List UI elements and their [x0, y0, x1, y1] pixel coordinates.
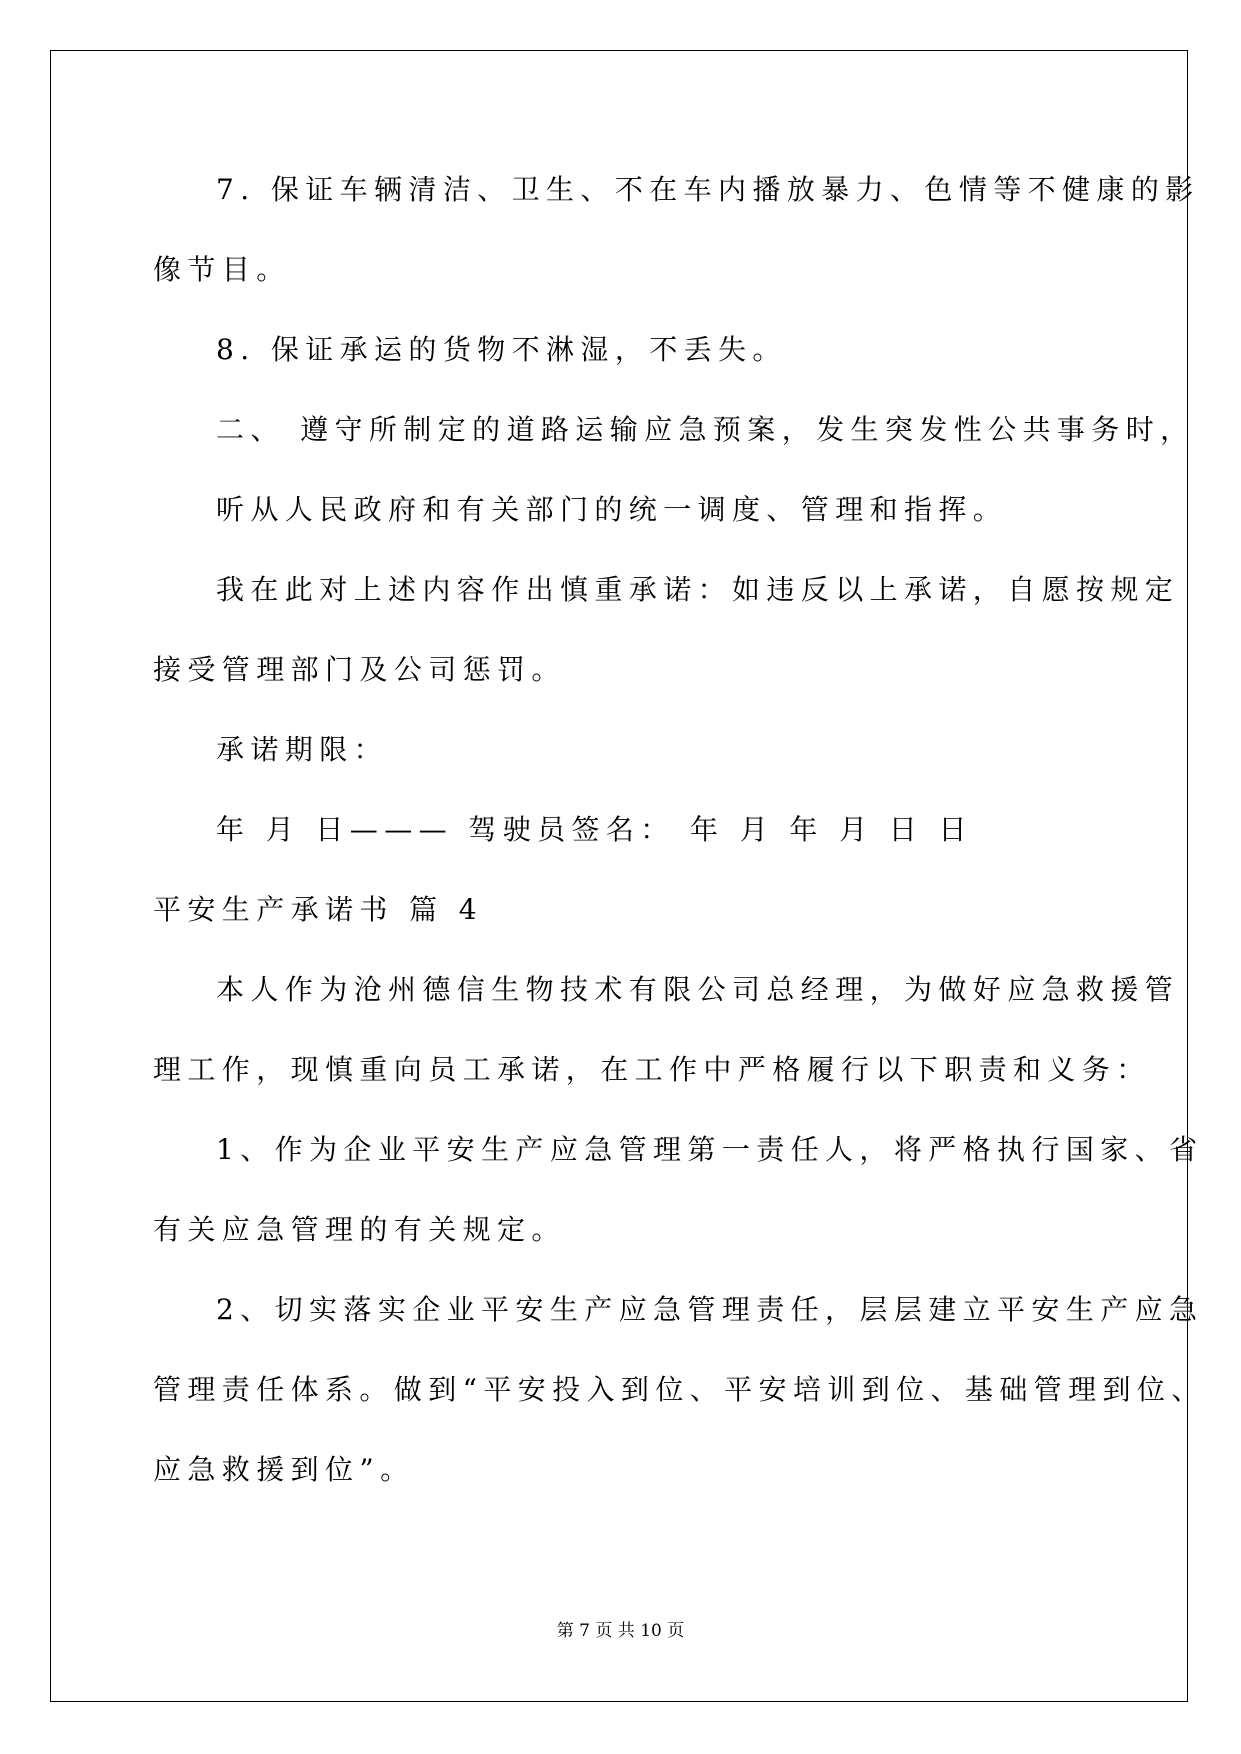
pledge-period-label: 承诺期限：	[216, 733, 389, 766]
section-2-line-1: 二、 遵守所制定的道路运输应急预案，发生突发性公共事务时，	[216, 413, 1195, 446]
duty-2-line-2: 管理责任体系。做到“平安投入到位、平安培训到位、基础管理到位、	[153, 1373, 1206, 1406]
duty-2-line-3: 应急救援到位”。	[153, 1453, 415, 1486]
intro-paragraph-line-2: 理工作，现慎重向员工承诺，在工作中严格履行以下职责和义务：	[153, 1053, 1151, 1086]
intro-paragraph-line-1: 本人作为沧州德信生物技术有限公司总经理，为做好应急救援管	[216, 973, 1180, 1006]
duty-2-line-1: 2、切实落实企业平安生产应急管理责任，层层建立平安生产应急	[216, 1293, 1204, 1326]
item-8: 8. 保证承运的货物不淋湿，不丢失。	[216, 333, 787, 366]
page-number-footer: 第 7 页 共 10 页	[556, 1621, 685, 1641]
section-title-4: 平安生产承诺书 篇 4	[153, 893, 484, 926]
pledge-statement-line-2: 接受管理部门及公司惩罚。	[153, 653, 566, 686]
item-7-line-1: 7. 保证车辆清洁、卫生、不在车内播放暴力、色情等不健康的影	[216, 173, 1200, 206]
duty-1-line-1: 1、作为企业平安生产应急管理第一责任人，将严格执行国家、省	[216, 1133, 1204, 1166]
duty-1-line-2: 有关应急管理的有关规定。	[153, 1213, 566, 1246]
item-7-line-2: 像节目。	[153, 253, 291, 286]
signature-line: 年 月 日——— 驾驶员签名： 年 月 年 月 日 日	[216, 813, 973, 846]
pledge-statement-line-1: 我在此对上述内容作出慎重承诺：如违反以上承诺，自愿按规定	[216, 573, 1180, 606]
section-2-line-2: 听从人民政府和有关部门的统一调度、管理和指挥。	[216, 493, 1008, 526]
